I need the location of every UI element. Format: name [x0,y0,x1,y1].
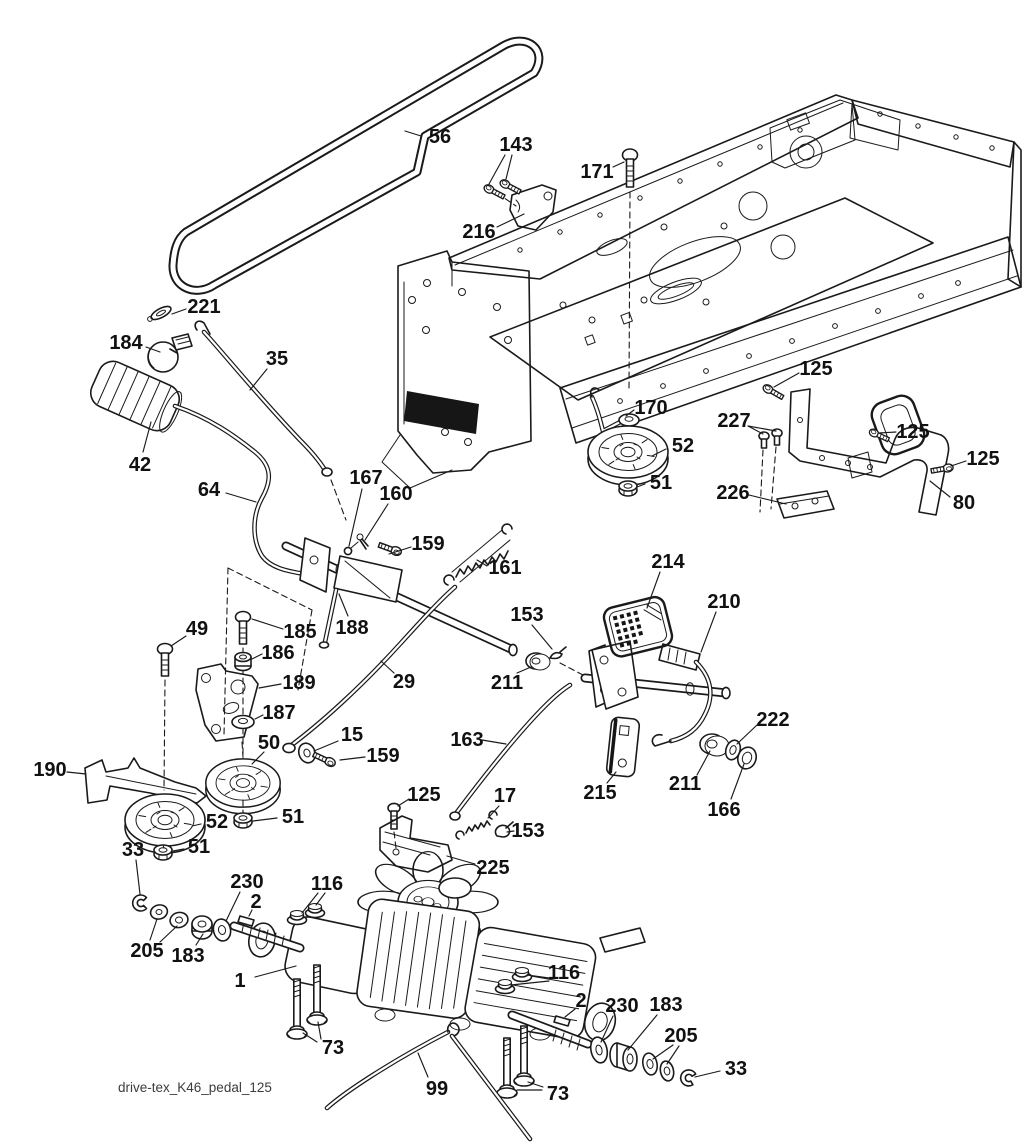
part-label-35: 35 [265,348,289,370]
part-label-226: 226 [716,482,750,504]
bolt-227-b [771,429,782,509]
leader-line-33 [695,1071,720,1077]
nut-51-pulley50 [234,813,252,828]
part-label-17: 17 [493,785,517,807]
part-label-15: 15 [340,724,364,746]
part-label-56: 56 [428,126,452,148]
part-label-187: 187 [262,702,296,724]
part-label-49: 49 [185,618,209,640]
leader-line-205 [667,1046,679,1064]
bushing-211-lower [700,734,729,756]
leader-line-190 [67,772,86,774]
part-label-160: 160 [379,483,413,505]
part-label-125: 125 [799,358,833,380]
leader-line-230 [226,892,240,921]
part-label-171: 171 [580,161,614,183]
part-label-143: 143 [499,134,533,156]
bolt-125-top [762,383,785,401]
part-label-221: 221 [187,296,221,318]
part-label-215: 215 [583,782,617,804]
nut-51-upper [619,481,637,496]
part-label-184: 184 [109,332,143,354]
part-label-73: 73 [321,1037,345,1059]
leader-line-35 [250,369,267,390]
part-label-214: 214 [651,551,685,573]
leader-line-163 [482,740,506,744]
clip-167 [344,542,358,555]
part-label-186: 186 [261,642,295,664]
strap-215 [606,717,640,778]
part-label-225: 225 [476,857,510,879]
leader-line-166 [731,764,744,799]
part-label-116: 116 [547,962,581,984]
leader-line-183 [628,1015,657,1050]
leader-line-143 [506,155,512,179]
part-label-159: 159 [411,533,445,555]
part-label-227: 227 [717,410,751,432]
part-label-116: 116 [310,873,344,895]
leader-line-171 [613,162,624,167]
part-label-189: 189 [282,672,316,694]
pedal-arm-210 [652,644,710,746]
part-label-216: 216 [462,221,496,243]
e-ring-33-right [679,1068,696,1087]
washer-205-left-a [149,903,169,921]
part-label-211: 211 [668,773,702,795]
clip-221 [148,304,173,322]
leader-line-216 [497,214,524,227]
part-label-51: 51 [281,806,305,828]
part-label-99: 99 [425,1078,449,1100]
part-label-161: 161 [488,557,522,579]
leader-line-188 [339,594,348,616]
part-label-33: 33 [724,1058,748,1080]
part-label-170: 170 [634,397,668,419]
part-label-190: 190 [33,759,67,781]
leader-line-211 [697,751,710,775]
knob-184 [148,334,192,372]
part-label-188: 188 [335,617,369,639]
washer-205-right-a [641,1052,659,1076]
part-label-50: 50 [257,732,281,754]
leader-line-125 [879,432,896,433]
part-label-230: 230 [605,995,639,1017]
part-label-73: 73 [546,1083,570,1105]
part-label-125: 125 [966,448,1000,470]
part-label-2: 2 [575,990,587,1012]
bolt-125-bracket [388,803,400,848]
part-label-167: 167 [349,467,383,489]
part-label-185: 185 [283,621,317,643]
leader-line-64 [226,493,256,502]
part-label-211: 211 [490,672,524,694]
part-label-33: 33 [121,839,145,861]
washer-230-left [211,917,232,942]
bolt-49 [158,644,173,791]
leader-line-205 [653,1045,673,1059]
part-label-205: 205 [130,940,164,962]
leader-line-15 [314,741,338,751]
leader-line-49 [171,636,186,646]
nut-51-lower [154,845,172,860]
spacer-183-right [610,1043,637,1071]
part-label-42: 42 [128,454,152,476]
leader-line-222 [737,725,757,744]
part-label-183: 183 [649,994,683,1016]
part-label-51: 51 [187,836,211,858]
part-label-29: 29 [392,671,416,693]
part-label-183: 183 [171,945,205,967]
leader-line-125 [774,373,799,387]
idler-arm-170-rod [591,388,622,431]
clip-153-upper [550,647,583,675]
part-label-159: 159 [366,745,400,767]
washer-205-left-b [168,910,189,929]
leader-line-51 [253,818,277,821]
part-label-230: 230 [230,871,264,893]
part-label-153: 153 [510,604,544,626]
part-label-1: 1 [234,970,246,992]
part-label-163: 163 [450,729,484,751]
belt-keeper-190 [85,758,206,803]
bolt-73-right-b [514,1026,534,1086]
bolt-73-right-a [497,1038,517,1098]
control-rod-29 [283,587,455,753]
bolt-125-right [931,463,954,475]
part-label-52: 52 [671,435,695,457]
leader-line-167 [349,489,362,546]
leader-line-221 [172,309,186,314]
part-label-52: 52 [205,811,229,833]
leader-line-205 [150,919,157,940]
leader-line-210 [701,612,716,652]
leader-line-125 [951,461,966,466]
leader-line-56 [405,131,421,136]
bolt-159-lower [312,751,337,768]
washer-187 [232,716,254,729]
e-ring-33-left [133,895,147,911]
nut-116-right-a [496,980,515,994]
part-label-210: 210 [707,591,741,613]
leader-line-99 [418,1053,428,1077]
leader-line-160 [365,504,388,540]
diagram-caption: drive-tex_K46_pedal_125 [118,1080,272,1095]
part-label-2: 2 [250,891,262,913]
leader-line-153 [532,625,552,649]
leader-line-189 [259,684,281,688]
part-label-205: 205 [664,1025,698,1047]
nut-116-right-b [513,968,532,982]
part-label-166: 166 [707,799,741,821]
spacer-186 [235,653,251,671]
part-label-125: 125 [896,421,930,443]
cotter-pin-160 [357,534,368,549]
leader-line-185 [252,619,283,629]
leader-line-33 [136,860,140,894]
nut-116-left-a [288,911,307,925]
pivot-shaft-assembly [286,538,517,656]
part-label-80: 80 [952,492,976,514]
part-label-222: 222 [756,709,790,731]
part-label-153: 153 [511,820,545,842]
washer-230-right [588,1036,609,1065]
bracket-226 [777,491,834,518]
part-label-125: 125 [407,784,441,806]
bolt-159-upper [378,541,403,557]
part-label-64: 64 [197,479,221,501]
leader-line-159 [340,757,365,760]
bolt-73-left-a [287,979,307,1039]
part-label-51: 51 [649,472,673,494]
